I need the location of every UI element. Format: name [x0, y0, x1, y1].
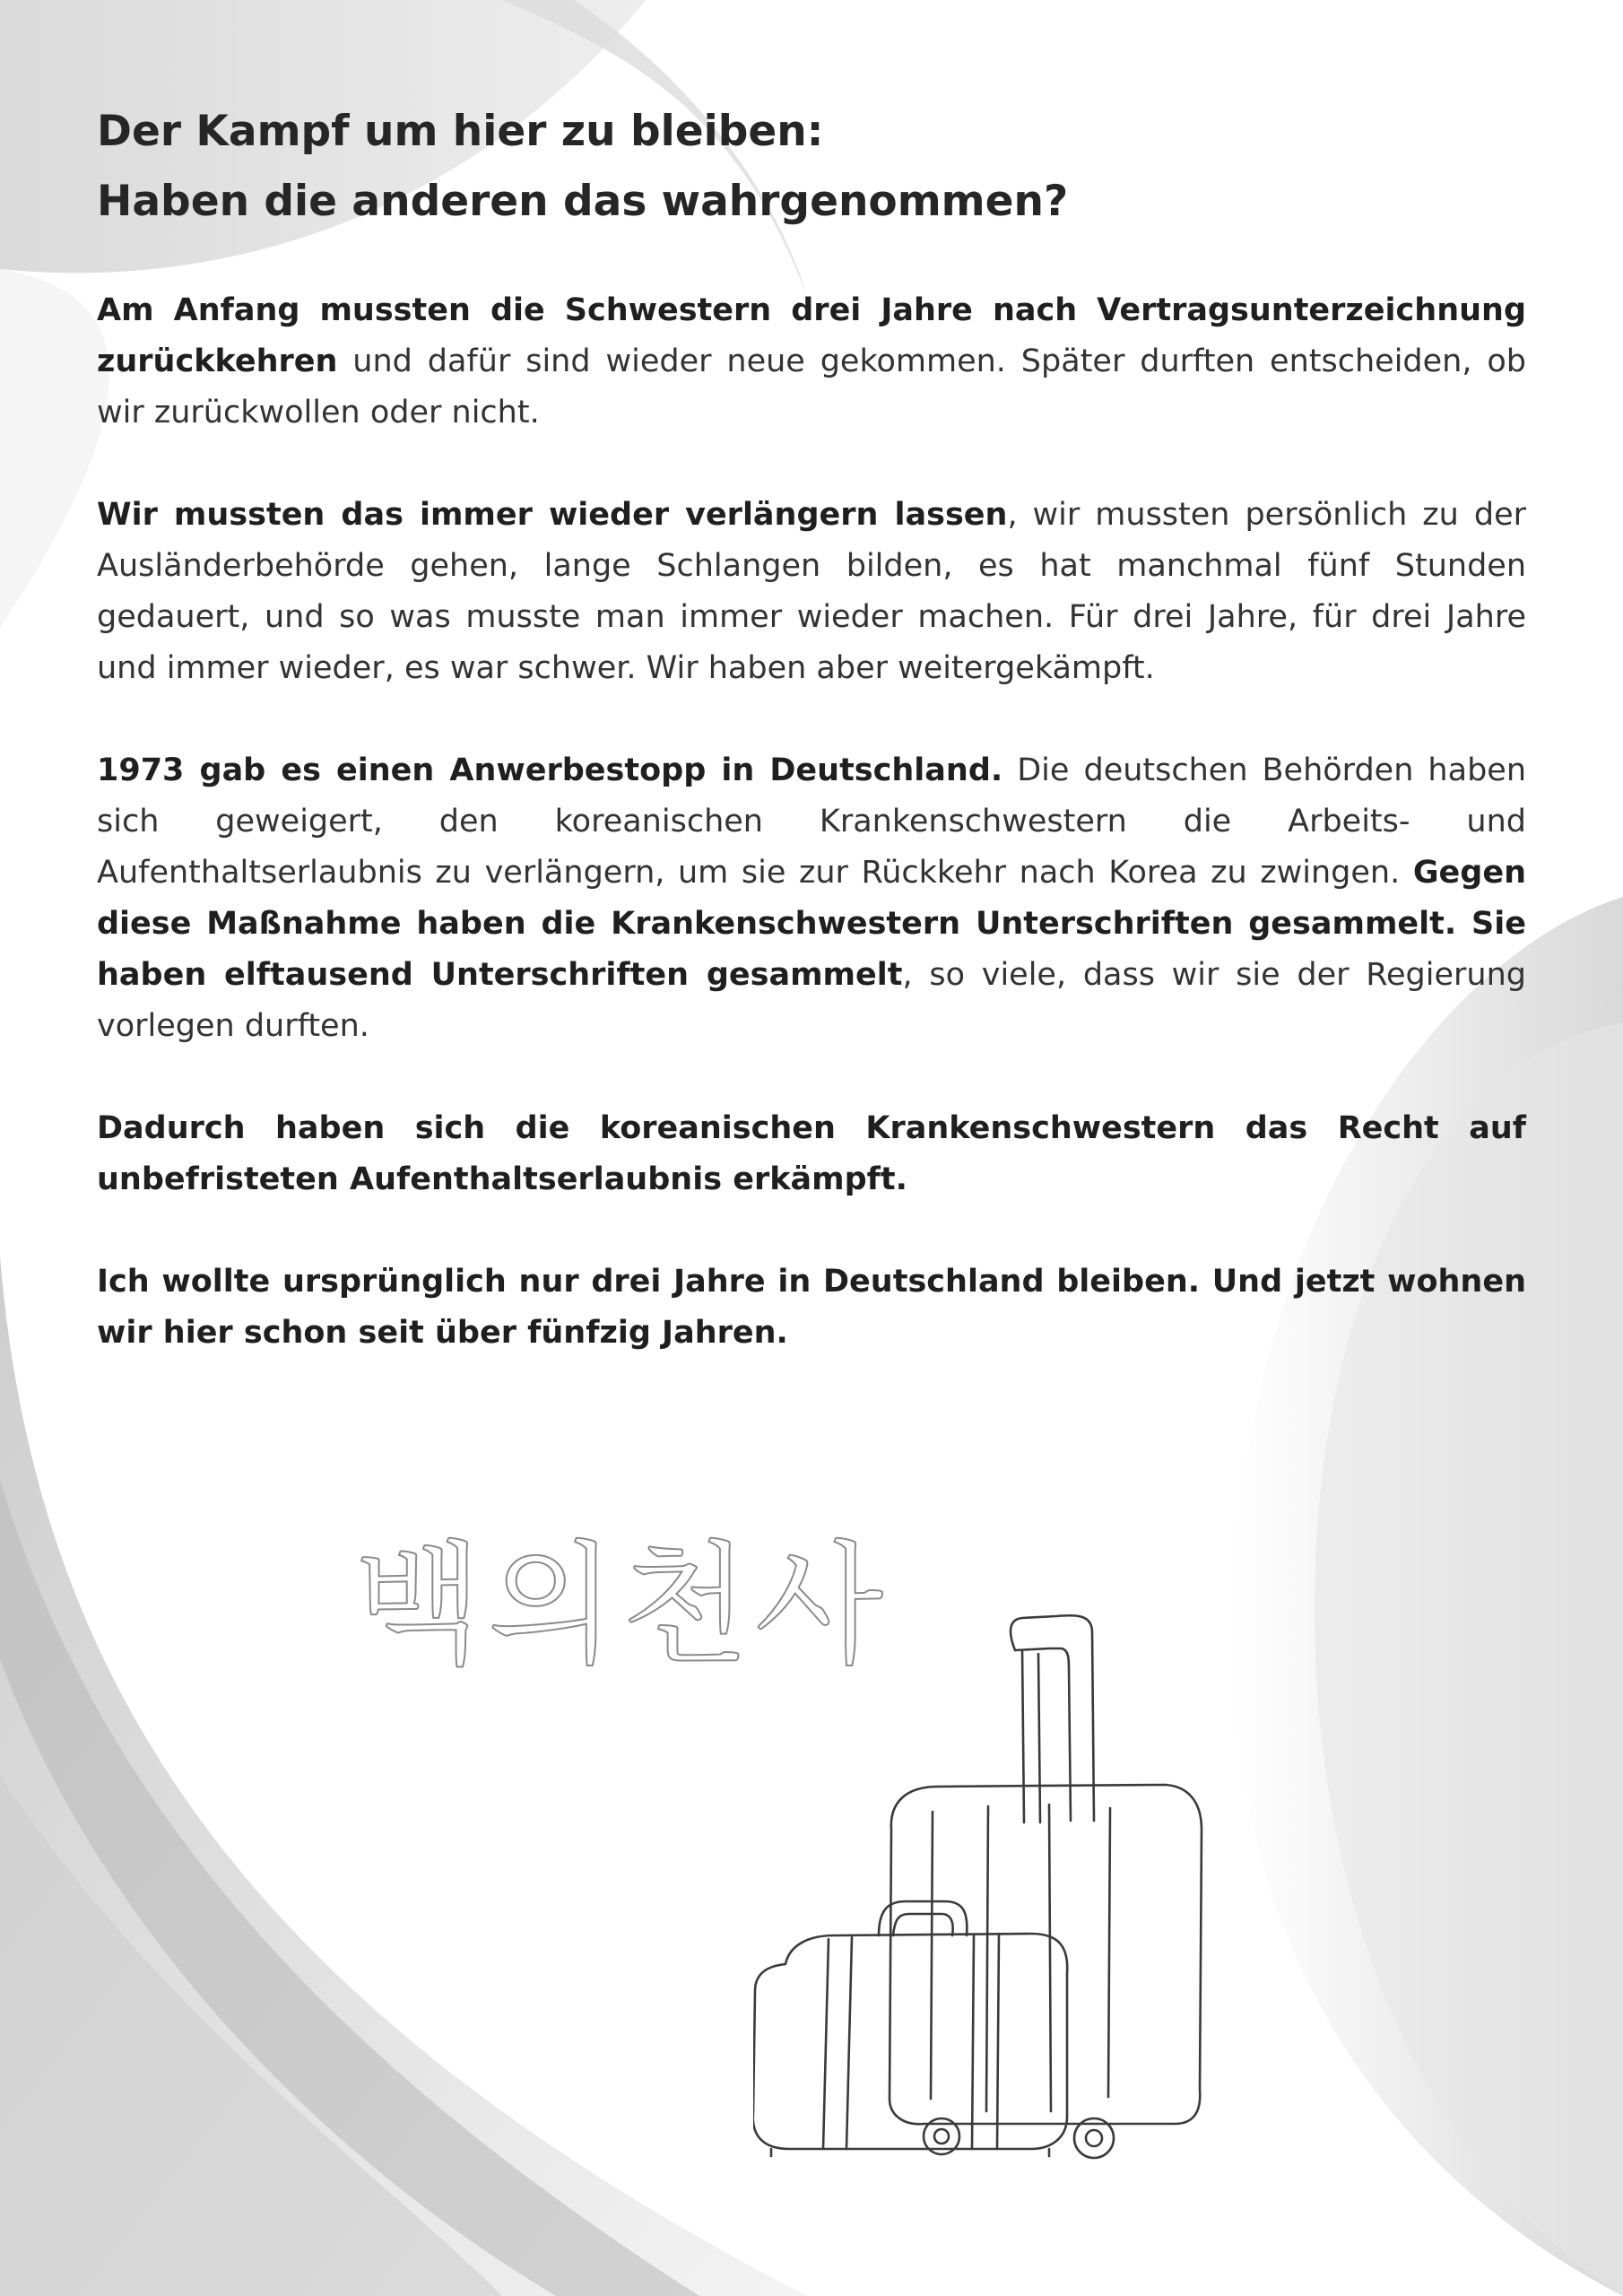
title-line-2: Haben die anderen das wahrgenommen?: [97, 177, 1069, 226]
brand-lettering: 백의천사: [354, 1528, 889, 1683]
paragraph-3-text-a: Die deutschen Behörden haben sich geweigert, den koreanischen Krankenschwestern die Arbeits- und Aufenthaltserlaubnis zu verlängern, um sie zur Rückkehr nach Korea zu zwingen.: [97, 752, 1526, 891]
paragraph-4-bold: Dadurch haben sich die koreanischen Krankenschwestern das Recht auf unbefristeten Aufenthaltserlaubnis erkämpft.: [97, 1110, 1526, 1197]
paragraph-2-text: , wir mussten persönlich zu der Ausländerbehörde gehen, lange Schlangen bilden, es hat manchmal fünf Stunden gedauert, und so was musste man immer wieder machen. Für drei Jahre, für drei Jahre und immer wieder, es war schwer. Wir haben aber weitergekämpft.: [97, 497, 1526, 686]
paragraph-3-text-b: , so viele, dass wir sie der Regierung vorlegen durften.: [97, 957, 1526, 1044]
body-text: [97, 285, 1526, 1410]
paragraph-1: [97, 285, 1526, 439]
paragraph-5-bold: Ich wollte ursprünglich nur drei Jahre in Deutschland bleiben. Und jetzt wohnen wir hier schon seit über fünfzig Jahren.: [97, 1264, 1526, 1351]
suitcases-illustration: [753, 1578, 1291, 2161]
paragraph-3-bold-a: 1973 gab es einen Anwerbestopp in Deutschland.: [97, 752, 1003, 788]
paragraph-2-bold: Wir mussten das immer wieder verlängern lassen: [97, 497, 1008, 533]
paragraph-1-bold: Am Anfang mussten die Schwestern drei Jahre nach Vertragsunterzeichnung zurückkehren: [97, 292, 1526, 379]
paragraph-1-text: und dafür sind wieder neue gekommen. Später durften entscheiden, ob wir zurückwollen oder nicht.: [97, 344, 1526, 430]
paragraph-2: [97, 490, 1526, 694]
page-title: [97, 97, 1532, 237]
paragraph-3: [97, 745, 1526, 1052]
paragraph-3-bold-b: Gegen diese Maßnahme haben die Krankenschwestern Unterschriften gesammelt. Sie haben elftausend Unterschriften gesammelt: [97, 855, 1526, 993]
paragraph-5: [97, 1257, 1526, 1359]
title-line-1: Der Kampf um hier zu bleiben:: [97, 107, 824, 156]
paragraph-4: [97, 1103, 1526, 1205]
